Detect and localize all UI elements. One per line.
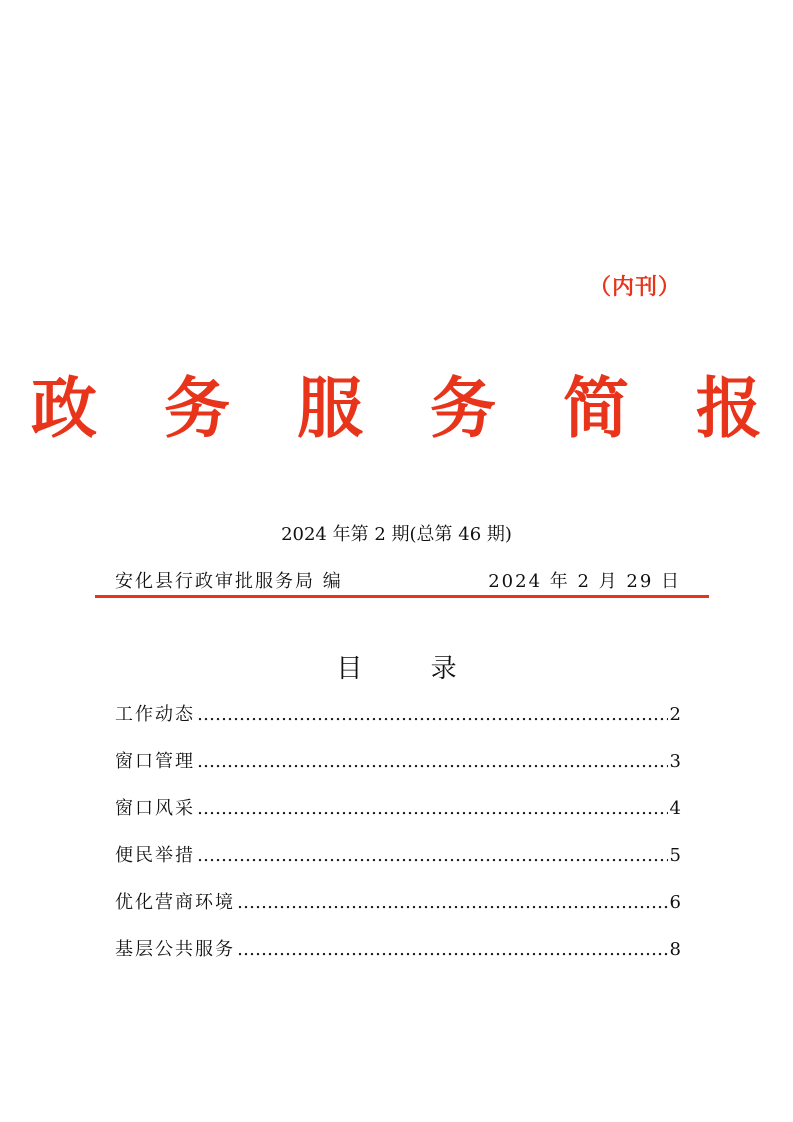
- issue-number: 2024 年第 2 期(总第 46 期): [281, 524, 512, 545]
- publisher: 安化县行政审批服务局 编: [115, 571, 343, 592]
- toc-leader-dots: [197, 845, 668, 866]
- toc-item[interactable]: [115, 888, 681, 935]
- toc-item[interactable]: [115, 935, 681, 982]
- toc-item[interactable]: [115, 747, 681, 794]
- toc-leader-dots: [237, 892, 668, 913]
- toc-item-page: 5: [669, 845, 681, 866]
- toc-item-page: 4: [669, 798, 681, 819]
- toc-item-label: 基层公共服务: [115, 939, 235, 960]
- toc-item-page: 3: [669, 751, 681, 772]
- toc-item-label: 优化营商环境: [115, 892, 235, 913]
- toc-leader-dots: [197, 751, 668, 772]
- publication-date: 2024 年 2 月 29 日: [488, 571, 681, 592]
- toc-leader-dots: [197, 704, 668, 725]
- toc-item[interactable]: [115, 700, 681, 747]
- toc-item-page: 6: [669, 892, 681, 913]
- toc-item-label: 窗口管理: [115, 751, 195, 772]
- toc-leader-dots: [237, 939, 668, 960]
- toc-item[interactable]: [115, 794, 681, 841]
- internal-publication-label: （内刊）: [588, 274, 681, 300]
- toc-leader-dots: [197, 798, 668, 819]
- toc-item-label: 工作动态: [115, 704, 195, 725]
- toc-item-page: 8: [669, 939, 681, 960]
- masthead-title: 政 务 服 务 简 报: [31, 369, 784, 447]
- header-divider: [95, 595, 709, 598]
- toc-title: 目 录: [336, 654, 487, 684]
- toc-item[interactable]: [115, 841, 681, 888]
- toc-item-page: 2: [669, 704, 681, 725]
- toc-item-label: 窗口风采: [115, 798, 195, 819]
- toc-item-label: 便民举措: [115, 845, 195, 866]
- table-of-contents: [115, 700, 681, 982]
